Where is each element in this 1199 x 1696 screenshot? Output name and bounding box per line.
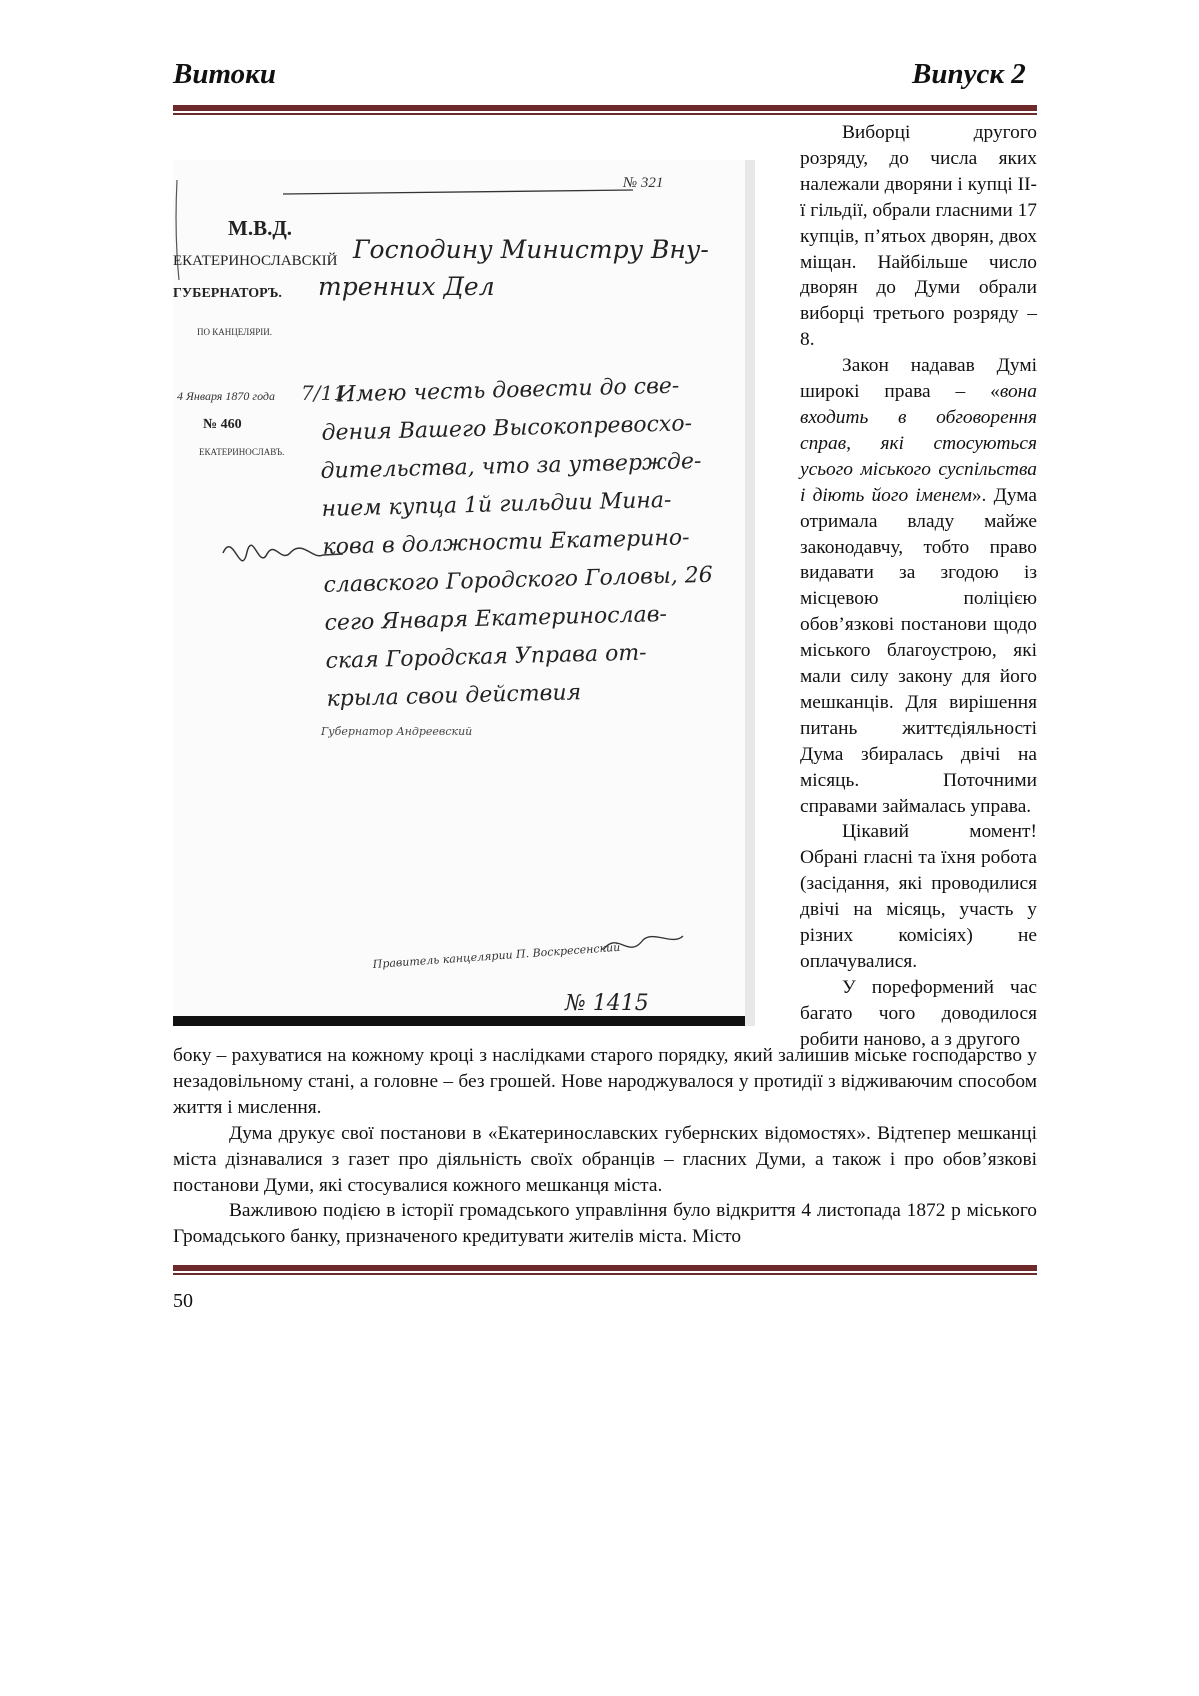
paragraph-voters: Виборці другого розряду, до числа яких належали дворяни і купці ІІ-ї гільдії, обрали гласними 17 купців, п’ятьох дворян, двох міщан. Найбільше число дворян до Думи обрали виборці третього розряду – 8. xyxy=(800,122,1037,351)
doc-footer-line: Правитель канцелярии П. Воскресенский xyxy=(372,940,621,971)
archival-document-scan xyxy=(173,160,755,1026)
doc-date-line: 4 Января 1870 года xyxy=(177,389,275,403)
paragraph-postreform-start: У пореформений час багато чого доводилося робити наново, а з другого xyxy=(800,976,1037,1050)
paragraph-duma-prints: Дума друкує свої постанови в «Екатеринославских губернских відомостях». Відтепер мешканці міста дізнавалися з газет про діяльність своїх обранців – гласних Думи, а також і про обов’язкові постанови Думи, які стосувалися кожного мешканця міста. xyxy=(173,1122,1037,1196)
doc-stamp-line-2: ЕКАТЕРИНОСЛАВСКІЙ xyxy=(173,253,338,269)
doc-body-line-5: кова в должности Екатерино- xyxy=(322,525,690,560)
doc-stamp-line-4: ПО КАНЦЕЛЯРІИ. xyxy=(197,327,272,337)
doc-body-line-4: нием купца 1й гильдии Мина- xyxy=(321,487,672,522)
doc-body-line-8: ская Городская Управа от- xyxy=(325,640,647,674)
full-width-text xyxy=(173,1043,1037,1250)
paragraph-city-bank: Важливою подією в історії громадського управління було відкриття 4 листопада 1872 р міського Громадського банку, призначеного кредитувати жителів міста. Місто xyxy=(173,1200,1037,1248)
right-text-column xyxy=(800,120,1037,1053)
doc-bottom-number: № 1415 xyxy=(565,991,649,1016)
doc-stamp-line-3: ГУБЕРНАТОРЪ. xyxy=(173,286,282,301)
doc-address-line-1: Господину Министру Вну- xyxy=(353,235,709,264)
doc-governor-line: Губернатор Андреевский xyxy=(321,725,473,738)
doc-outgoing-number: № 460 xyxy=(203,417,242,432)
doc-stamp-line-1: М.В.Д. xyxy=(228,216,293,240)
doc-body-line-7: сего Января Екатеринослав- xyxy=(324,601,668,636)
doc-top-number: № 321 xyxy=(623,175,664,191)
paragraph-duma-rights: Закон надавав Думі широкі права – «вона входить в обговорення справ, які стосуються усього міського суспільства і діють його іменем». Дума отримала владу майже законодавчу, тобто право видавати за згодою із місцевою поліцією обов’язкові постанови щодо міського благоустрою, які мали силу закону для його мешканців. Для вирішення питань життєдіяльності Дума збиралась двічі на місяць. Поточними справами займалась управа. xyxy=(800,355,1038,817)
doc-body-line-1: Имею честь довести до све- xyxy=(336,373,680,408)
header-rule xyxy=(173,105,1037,115)
quote-duma-rights: вона входить в обговорення справ, які стосуються усього міського суспільства і діють його іменем xyxy=(800,381,1037,506)
footer-rule xyxy=(173,1265,1037,1275)
svg-text:7/11: 7/11 xyxy=(301,381,346,405)
doc-body-line-3: дительства, что за утвержде- xyxy=(320,448,702,484)
doc-address-line-2: тренних Дел xyxy=(318,272,495,301)
doc-body-line-2: дения Вашего Высокопревосхо- xyxy=(321,411,693,446)
paragraph-postreform-end: боку – рахуватися на кожному кроці з наслідками старого порядку, який залишив міське господарство у незадовільному стані, а головне – без грошей. Нове народжувалося у протидії з відживаючим способом життя і мислення. xyxy=(173,1045,1037,1118)
issue-label: Випуск 2 xyxy=(912,58,1026,90)
doc-body-line-9: крыла свои действия xyxy=(326,680,582,712)
doc-stamp-line-5: ЕКАТЕРИНОСЛАВЪ. xyxy=(199,447,285,457)
doc-body-line-6: славского Городского Головы, 26 xyxy=(323,562,714,598)
paragraph-unpaid: Цікавий момент! Обрані гласні та їхня робота (засідання, які проводилися двічі на місяць, участь у різних комісіях) не оплачувалися. xyxy=(800,821,1037,972)
journal-title: Витоки xyxy=(173,58,276,90)
page-number: 50 xyxy=(173,1290,193,1312)
